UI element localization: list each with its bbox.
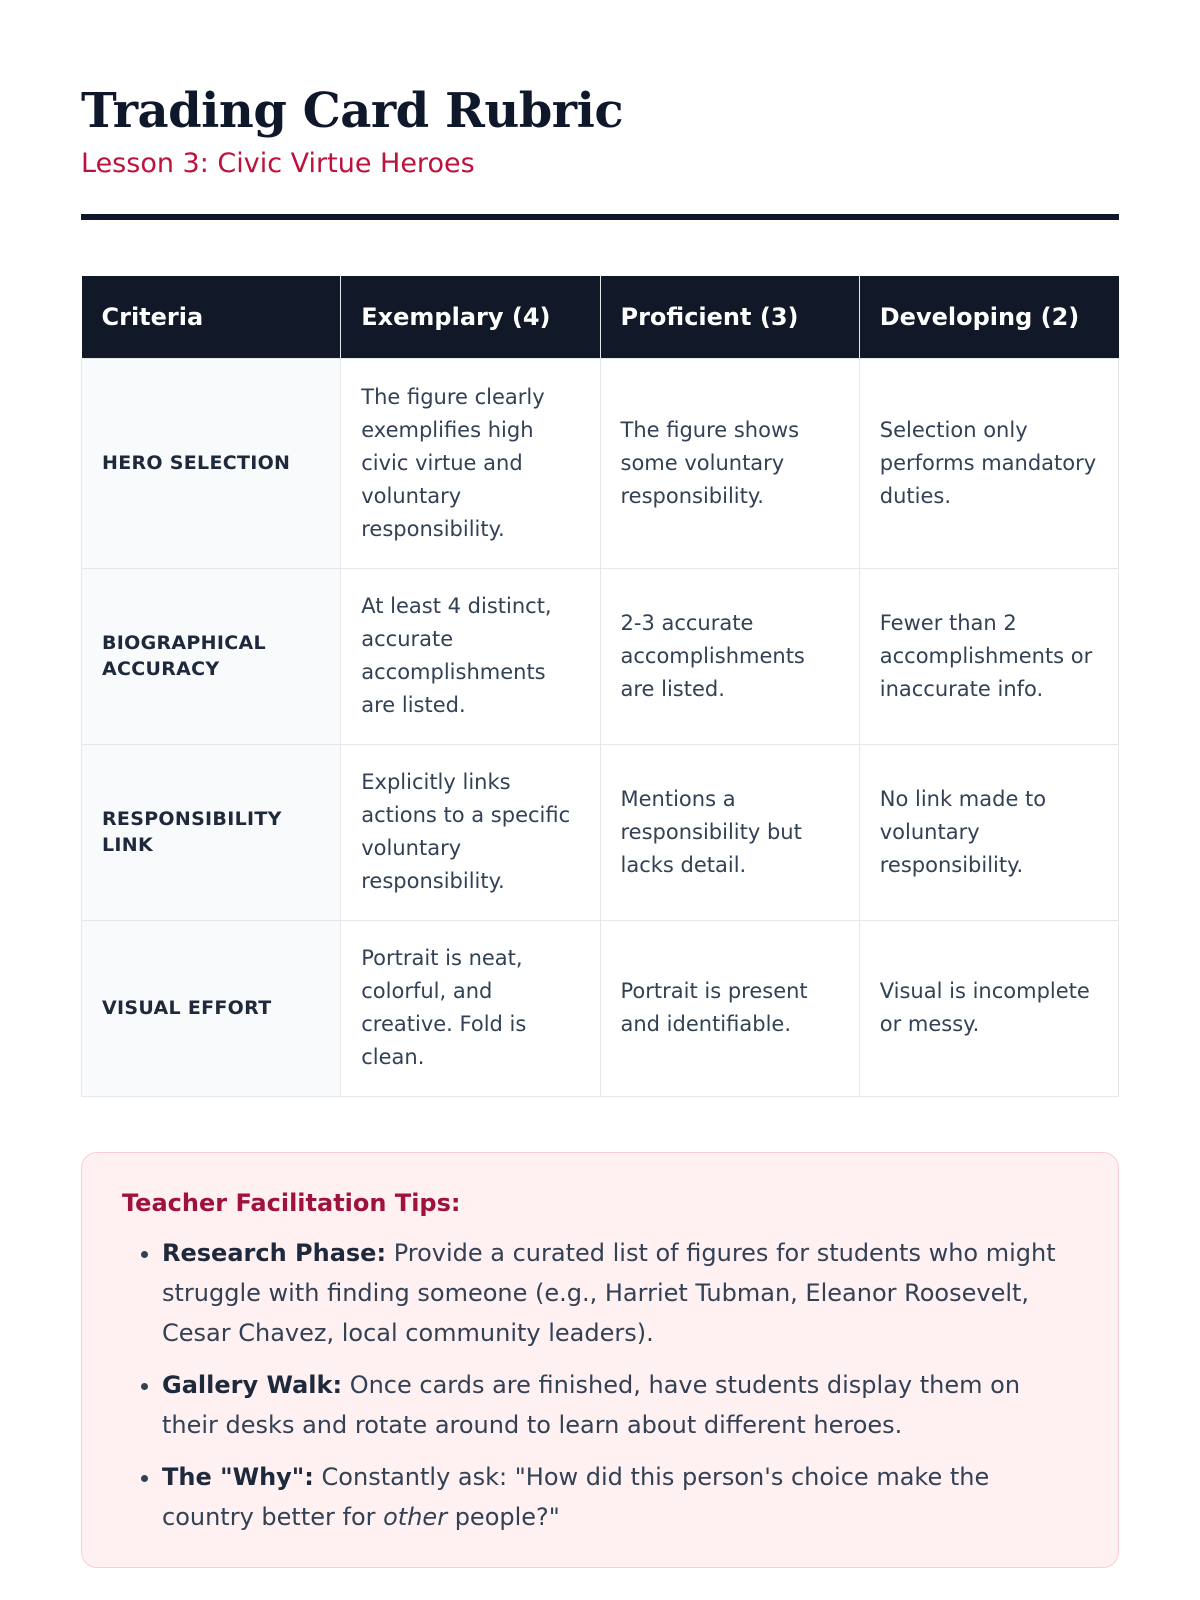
list-item <box>162 1233 1078 1353</box>
criteria-cell: RESPONSIBILITY LINK <box>82 744 341 920</box>
list-item <box>162 1457 1078 1537</box>
tips-title: Teacher Facilitation Tips: <box>122 1188 461 1217</box>
table-header-row <box>82 276 1119 358</box>
tip-label: The "Why": <box>162 1462 314 1491</box>
proficient-cell: Mentions a responsibility but lacks detail. <box>600 744 859 920</box>
table-row <box>82 744 1119 920</box>
page-subtitle: Lesson 3: Civic Virtue Heroes <box>81 148 475 179</box>
criteria-cell: HERO SELECTION <box>82 358 341 568</box>
table-row <box>82 920 1119 1096</box>
tip-label: Research Phase: <box>162 1238 387 1267</box>
header-divider <box>81 214 1119 220</box>
list-item <box>162 1365 1078 1445</box>
tip-emphasis: other <box>383 1502 448 1531</box>
teacher-tips-box <box>81 1152 1119 1568</box>
developing-cell: Fewer than 2 accomplishments or inaccurate info. <box>859 568 1118 744</box>
table-row <box>82 568 1119 744</box>
column-header-criteria: Criteria <box>82 276 341 358</box>
developing-cell: Selection only performs mandatory duties. <box>859 358 1118 568</box>
proficient-cell: The figure shows some voluntary responsibility. <box>600 358 859 568</box>
proficient-cell: 2-3 accurate accomplishments are listed. <box>600 568 859 744</box>
column-header-developing: Developing (2) <box>859 276 1118 358</box>
tip-text: Provide a curated list of figures for students who might struggle with finding someone (e.g., Harriet Tubman, Eleanor Roosevelt, Cesar Chavez, local community leaders). <box>162 1238 1056 1347</box>
page-header <box>81 0 1119 220</box>
column-header-proficient: Proficient (3) <box>600 276 859 358</box>
tips-list <box>122 1233 1078 1537</box>
page-title: Trading Card Rubric <box>81 83 624 139</box>
rubric-table <box>81 276 1119 1097</box>
criteria-cell: BIOGRAPHICAL ACCURACY <box>82 568 341 744</box>
tip-text-end: people?" <box>447 1502 560 1531</box>
tip-label: Gallery Walk: <box>162 1370 343 1399</box>
exemplary-cell: Explicitly links actions to a specific voluntary responsibility. <box>341 744 600 920</box>
tip-text: Constantly ask: "How did this person's choice make the country better for <box>162 1462 990 1531</box>
criteria-cell: VISUAL EFFORT <box>82 920 341 1096</box>
exemplary-cell: Portrait is neat, colorful, and creative. Fold is clean. <box>341 920 600 1096</box>
exemplary-cell: The figure clearly exemplifies high civic virtue and voluntary responsibility. <box>341 358 600 568</box>
proficient-cell: Portrait is present and identifiable. <box>600 920 859 1096</box>
table-row <box>82 358 1119 568</box>
developing-cell: Visual is incomplete or messy. <box>859 920 1118 1096</box>
exemplary-cell: At least 4 distinct, accurate accomplishments are listed. <box>341 568 600 744</box>
tip-text: Once cards are finished, have students display them on their desks and rotate around to learn about different heroes. <box>162 1370 1021 1439</box>
developing-cell: No link made to voluntary responsibility. <box>859 744 1118 920</box>
column-header-exemplary: Exemplary (4) <box>341 276 600 358</box>
